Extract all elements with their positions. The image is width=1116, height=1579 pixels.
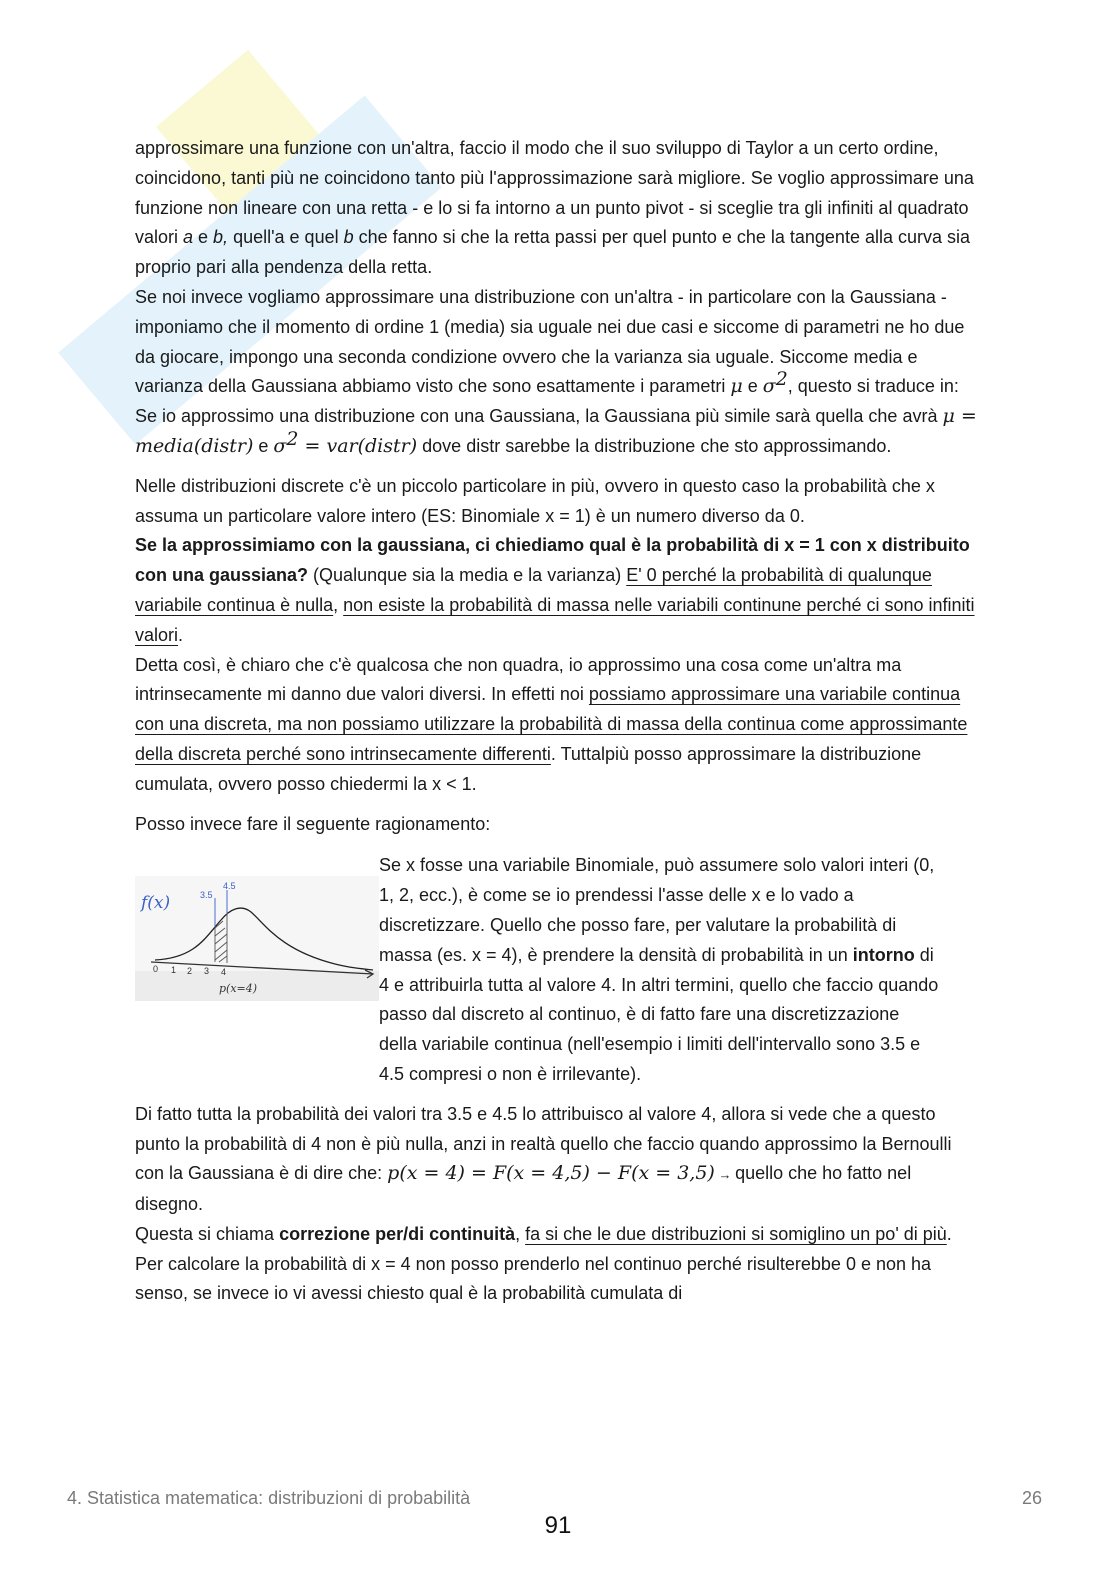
paragraph-correction: Di fatto tutta la probabilità dei valori tra 3.5 e 4.5 lo attribuisco al valore 4, allora si vede che a questo punto la probabilità di 4 non è più nulla, anzi in realtà quello che faccio quando approssimo la Bernoulli con la Gaussiana è di dire che: p(x = 4) = F(x = 4,5) − F(x = 3,5) → quello che ho fatto nel disegno. — [135, 1103, 952, 1215]
label-4-5: 4.5 — [223, 881, 236, 892]
arrow-icon: → — [714, 1167, 736, 1183]
math-variance: = var(distr) — [298, 434, 418, 457]
document-body — [135, 134, 980, 1309]
fx-label: f(x) — [141, 893, 171, 914]
label-3-5: 3.5 — [200, 890, 213, 901]
tick-label: 4 — [221, 967, 227, 978]
gaussian-sketch-figure — [135, 876, 379, 1001]
paragraph-binomial: Se x fosse una variabile Binomiale, può assumere solo valori interi (0, 1, 2, ecc.), è come se io prendessi l'asse delle x e lo vado a discretizzare. Quello che posso fare, per valutare la probabilità di massa (es. x = 4), è prendere la densità di probabilità in un intorno di 4 e attribuirla tutta al valore 4. In altri termini, quello che faccio quando passo dal discreto al continuo, è di fatto fare una discretizzazione della variabile continua (nell'esempio i limiti dell'intervallo sono 3.5 e 4.5 compresi o non è irrilevante). — [379, 855, 939, 1084]
mu-symbol: μ — [730, 375, 743, 398]
paragraph-discrete: Nelle distribuzioni discrete c'è un piccolo particolare in più, ovvero in questo caso la probabilità che x assuma un particolare valore intero (ES: Binomiale x = 1) è un numero diverso da 0. — [135, 475, 935, 526]
sigma-symbol: σ — [762, 375, 776, 398]
paragraph-taylor: approssimare una funzione con un'altra, faccio il modo che il suo sviluppo di Taylor a un certo ordine, coincidono, tanti più ne coincidono tanto più l'approssimazione sarà migliore. Se voglio approssimare una funzione non lineare con una retta - e lo si fa intorno a un punto pivot - si sceglie tra gli infiniti al quadrato valori a e b, quell'a e quel b che fanno si che la retta passi per quel punto e che la tangente alla curva sia proprio pari alla pendenza della retta. — [135, 138, 974, 278]
figure-row — [135, 851, 980, 1089]
paragraph-reasoning-intro: Posso invece fare il seguente ragionamento: — [135, 813, 491, 834]
px-4-label: p(x=4) — [219, 982, 258, 996]
math-mean: μ = media(distr) — [135, 405, 977, 457]
paragraph-question: Se la approssimiamo con la gaussiana, ci chiediamo qual è la probabilità di x = 1 con x distribuito con una gaussiana? (Qualunque sia la media e la varianza) E' 0 perché la probabilità di qualunque variabile continua è nulla, non esiste la probabilità di massa nelle variabili continune perché ci sono infiniti valori. — [135, 535, 975, 645]
footer-chapter-title: 4. Statistica matematica: distribuzioni di probabilità — [67, 1488, 471, 1508]
tick-label: 3 — [204, 966, 210, 977]
tick-label: 2 — [187, 966, 193, 977]
math-formula: p(x = 4) = F(x = 4,5) − F(x = 3,5) — [387, 1162, 715, 1185]
page-number: 91 — [544, 1512, 572, 1539]
footer-page-number: 26 — [1021, 1488, 1042, 1508]
tick-label: 0 — [153, 964, 159, 975]
paragraph-continuity: Questa si chiama correzione per/di continuità, fa si che le due distribuzioni si somiglino un po' di più. Per calcolare la probabilità di x = 4 non posso prenderlo nel continuo perché risulterebbe 0 e non ha senso, se invece io vi avessi chiesto qual è la probabilità cumulata di — [135, 1223, 952, 1304]
tick-label: 1 — [171, 965, 177, 976]
paragraph-gaussian-moments: Se noi invece vogliamo approssimare una distribuzione con un'altra - in particolare con la Gaussiana - imponiamo che il momento di ordine 1 (media) sia uguale nei due casi e siccome di parametri ne ho due da giocare, impongo una seconda condizione ovvero che la varianza sia uguale. Siccome media e varianza della Gaussiana abbiamo visto che sono esattamente i parametri μ e $\sigma^2$, questo si traduce in: — [135, 286, 965, 398]
paragraph-mismatch: Detta così, è chiaro che c'è qualcosa che non quadra, io approssimo una cosa come un'altra ma intrinsecamente mi danno due valori diversi. In effetti noi possiamo approssimare una variabile continua con una discreta, ma non possiamo utilizzare la probabilità di massa della continua come approssimante della discreta perché sono intrinsecamente differenti. Tuttalpiù posso approssimare la distribuzione cumulata, ovvero posso chiedermi la x < 1. — [135, 654, 968, 794]
paragraph-approximation: Se io approssimo una distribuzione con una Gaussiana, la Gaussiana più simile sarà quella che avrà μ = media(distr) e $\sigma^2$ = var(distr) dove distr sarebbe la distribuzione che sto approssimando. — [135, 405, 977, 457]
